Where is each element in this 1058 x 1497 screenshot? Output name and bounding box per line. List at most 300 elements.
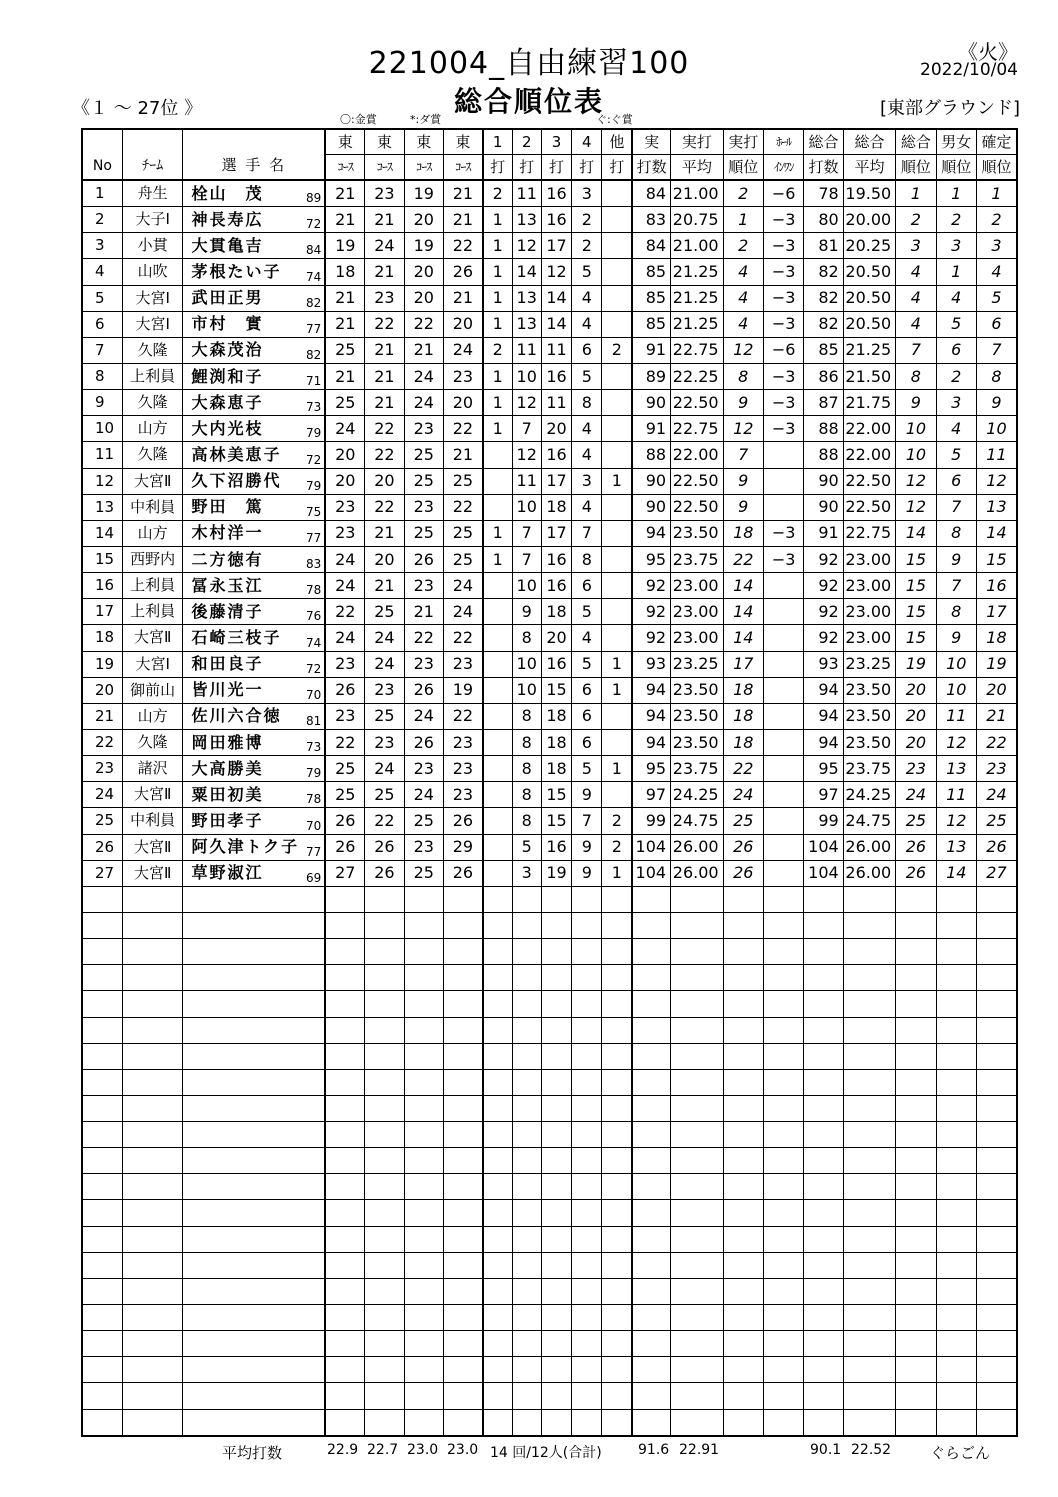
col-total-avg-top: 総合 (843, 129, 896, 155)
row-stroke-1: 2 (483, 180, 512, 207)
empty-cell (671, 1252, 724, 1278)
empty-cell (443, 1226, 482, 1252)
row-total-avg: 23.00 (843, 625, 896, 651)
row-no: 6 (82, 311, 122, 337)
row-no: 20 (82, 677, 122, 703)
row-stroke-3: 16 (541, 363, 571, 389)
empty-cell (483, 1069, 512, 1095)
row-no: 2 (82, 207, 122, 233)
empty-cell (443, 1409, 482, 1436)
row-stroke-4: 5 (572, 651, 602, 677)
row-gender-rank: 1 (936, 259, 976, 285)
table-row (82, 756, 1017, 782)
empty-cell (723, 1278, 763, 1304)
empty-cell (541, 1409, 571, 1436)
empty-cell (723, 1095, 763, 1121)
empty-cell (763, 1409, 803, 1436)
empty-cell (443, 1383, 482, 1409)
player-age: 70 (306, 687, 322, 702)
table-row (82, 442, 1017, 468)
empty-cell (896, 1174, 936, 1200)
row-stroke-1 (483, 573, 512, 599)
empty-cell (365, 1305, 404, 1331)
row-course-1: 19 (325, 233, 364, 259)
empty-row (82, 939, 1017, 965)
empty-cell (843, 1200, 896, 1226)
empty-cell (804, 939, 843, 965)
row-stroke-3: 12 (541, 259, 571, 285)
empty-cell (404, 939, 443, 965)
empty-cell (572, 1226, 602, 1252)
row-course-1: 23 (325, 651, 364, 677)
footer-avg-course3: 23.0 (407, 1442, 439, 1458)
row-total-rank: 24 (896, 782, 936, 808)
row-player (183, 520, 325, 546)
empty-cell (723, 1148, 763, 1174)
row-stroke-3: 18 (541, 729, 571, 755)
row-stroke-1 (483, 756, 512, 782)
player-name: 粟田初美 (191, 784, 264, 804)
empty-cell (82, 912, 122, 938)
col-gender-rank-bottom: 順位 (936, 155, 976, 181)
row-player (183, 729, 325, 755)
footer-avg-course4: 23.0 (447, 1442, 479, 1458)
empty-cell (602, 991, 632, 1017)
row-total-avg: 21.75 (843, 390, 896, 416)
empty-cell (183, 1017, 325, 1043)
player-age: 78 (306, 583, 322, 598)
empty-row (82, 1200, 1017, 1226)
row-stroke-2: 10 (512, 677, 541, 703)
row-no: 15 (82, 546, 122, 572)
row-player (183, 416, 325, 442)
row-real-avg: 23.75 (671, 546, 724, 572)
row-course-2: 21 (365, 520, 404, 546)
row-final-rank: 15 (976, 546, 1017, 572)
empty-cell (122, 886, 183, 912)
empty-cell (325, 1226, 364, 1252)
row-total-rank: 25 (896, 808, 936, 834)
row-total-rank: 12 (896, 494, 936, 520)
row-player (183, 494, 325, 520)
row-stroke-3: 17 (541, 233, 571, 259)
row-stroke-2: 11 (512, 337, 541, 363)
empty-cell (404, 1357, 443, 1383)
table-row (82, 416, 1017, 442)
row-course-1: 21 (325, 311, 364, 337)
row-real-rank: 9 (723, 390, 763, 416)
row-total-avg: 23.50 (843, 703, 896, 729)
empty-row (82, 1252, 1017, 1278)
row-stroke-1 (483, 494, 512, 520)
row-total: 95 (804, 756, 843, 782)
player-age: 81 (306, 713, 322, 728)
row-total: 82 (804, 311, 843, 337)
empty-cell (183, 1148, 325, 1174)
empty-cell (572, 912, 602, 938)
empty-cell (483, 1122, 512, 1148)
col-course3-bottom: ｺｰｽ (404, 155, 443, 181)
row-no: 11 (82, 442, 122, 468)
empty-cell (572, 1095, 602, 1121)
row-gender-rank: 12 (936, 729, 976, 755)
row-stroke-2: 11 (512, 468, 541, 494)
empty-row (82, 1409, 1017, 1436)
empty-row (82, 912, 1017, 938)
empty-cell (122, 1409, 183, 1436)
row-total: 99 (804, 808, 843, 834)
empty-cell (602, 1305, 632, 1331)
row-stroke-3: 14 (541, 285, 571, 311)
player-age: 74 (306, 269, 322, 284)
row-course-1: 24 (325, 573, 364, 599)
row-course-3: 23 (404, 834, 443, 860)
row-real-rank: 22 (723, 546, 763, 572)
row-total-rank: 14 (896, 520, 936, 546)
row-course-1: 20 (325, 442, 364, 468)
row-final-rank: 16 (976, 573, 1017, 599)
empty-cell (512, 1069, 541, 1095)
col-total-avg-bottom: 平均 (843, 155, 896, 181)
player-name: 神長寿広 (191, 209, 264, 229)
row-total-avg: 26.00 (843, 834, 896, 860)
empty-cell (512, 1409, 541, 1436)
empty-cell (632, 1043, 670, 1069)
row-hole-in-one: −3 (763, 390, 803, 416)
row-hole-in-one (763, 677, 803, 703)
row-stroke-3: 18 (541, 494, 571, 520)
empty-cell (365, 1017, 404, 1043)
row-hole-in-one (763, 442, 803, 468)
row-course-3: 22 (404, 311, 443, 337)
row-stroke-4: 5 (572, 363, 602, 389)
footer-avg-total-avg: 22.52 (851, 1442, 892, 1458)
row-course-2: 21 (365, 573, 404, 599)
empty-cell (763, 1200, 803, 1226)
row-real-rank: 22 (723, 756, 763, 782)
row-stroke-1: 1 (483, 546, 512, 572)
row-player (183, 651, 325, 677)
empty-cell (404, 1278, 443, 1304)
empty-cell (183, 1252, 325, 1278)
row-no: 24 (82, 782, 122, 808)
row-team: 久隆 (122, 442, 183, 468)
row-course-2: 22 (365, 311, 404, 337)
row-real-avg: 24.75 (671, 808, 724, 834)
empty-cell (671, 1305, 724, 1331)
empty-cell (404, 991, 443, 1017)
row-real: 91 (632, 416, 670, 442)
empty-cell (443, 1122, 482, 1148)
empty-cell (843, 1122, 896, 1148)
empty-cell (365, 1122, 404, 1148)
empty-cell (365, 991, 404, 1017)
empty-cell (183, 1357, 325, 1383)
row-real-rank: 14 (723, 573, 763, 599)
empty-cell (602, 1331, 632, 1357)
empty-cell (843, 912, 896, 938)
empty-cell (936, 912, 976, 938)
row-player (183, 703, 325, 729)
row-course-1: 22 (325, 729, 364, 755)
empty-cell (443, 886, 482, 912)
row-no: 23 (82, 756, 122, 782)
footer-avg-real: 91.6 (638, 1442, 670, 1458)
row-real-avg: 21.25 (671, 285, 724, 311)
row-final-rank: 22 (976, 729, 1017, 755)
row-stroke-2: 8 (512, 703, 541, 729)
empty-cell (804, 1122, 843, 1148)
row-total-rank: 8 (896, 363, 936, 389)
empty-cell (723, 886, 763, 912)
col-stroke1-top: 1 (483, 129, 512, 155)
row-total-rank: 20 (896, 703, 936, 729)
row-course-4: 26 (443, 808, 482, 834)
empty-cell (443, 1305, 482, 1331)
empty-cell (325, 912, 364, 938)
row-stroke-4: 9 (572, 834, 602, 860)
empty-cell (122, 1095, 183, 1121)
empty-cell (572, 1148, 602, 1174)
empty-cell (602, 912, 632, 938)
table-row (82, 337, 1017, 363)
row-total: 91 (804, 520, 843, 546)
empty-cell (365, 1148, 404, 1174)
empty-cell (671, 1357, 724, 1383)
table-row (82, 285, 1017, 311)
row-team: 大宮Ⅱ (122, 782, 183, 808)
empty-cell (936, 939, 976, 965)
empty-cell (82, 1252, 122, 1278)
empty-cell (82, 1069, 122, 1095)
row-stroke-1: 1 (483, 363, 512, 389)
col-stroke-other-top: 他 (602, 129, 632, 155)
empty-cell (541, 1069, 571, 1095)
row-stroke-other (602, 520, 632, 546)
empty-cell (122, 1331, 183, 1357)
row-team: 大宮Ⅱ (122, 625, 183, 651)
row-total-avg: 20.50 (843, 285, 896, 311)
row-total: 94 (804, 729, 843, 755)
empty-cell (723, 1017, 763, 1043)
row-no: 14 (82, 520, 122, 546)
row-gender-rank: 8 (936, 520, 976, 546)
empty-cell (976, 965, 1017, 991)
row-real-avg: 22.75 (671, 416, 724, 442)
empty-cell (512, 1148, 541, 1174)
row-stroke-4: 2 (572, 207, 602, 233)
player-name: 市村 實 (191, 314, 264, 334)
row-stroke-3: 15 (541, 677, 571, 703)
row-gender-rank: 7 (936, 494, 976, 520)
row-no: 17 (82, 599, 122, 625)
empty-cell (723, 1200, 763, 1226)
empty-cell (723, 1174, 763, 1200)
row-total-avg: 20.50 (843, 259, 896, 285)
empty-cell (122, 912, 183, 938)
row-player (183, 756, 325, 782)
row-course-3: 25 (404, 468, 443, 494)
empty-cell (804, 1174, 843, 1200)
row-player (183, 259, 325, 285)
empty-cell (82, 1122, 122, 1148)
empty-cell (843, 1148, 896, 1174)
row-total: 94 (804, 703, 843, 729)
row-total: 92 (804, 625, 843, 651)
row-total-avg: 23.50 (843, 729, 896, 755)
empty-cell (541, 1095, 571, 1121)
row-final-rank: 10 (976, 416, 1017, 442)
row-real-avg: 24.25 (671, 782, 724, 808)
empty-cell (404, 1095, 443, 1121)
row-gender-rank: 10 (936, 651, 976, 677)
row-final-rank: 26 (976, 834, 1017, 860)
player-age: 69 (306, 870, 322, 885)
table-row (82, 808, 1017, 834)
empty-row (82, 1357, 1017, 1383)
row-stroke-other: 1 (602, 468, 632, 494)
empty-cell (763, 1148, 803, 1174)
empty-cell (82, 1331, 122, 1357)
empty-cell (541, 1043, 571, 1069)
row-hole-in-one (763, 729, 803, 755)
empty-cell (602, 1148, 632, 1174)
empty-cell (404, 1226, 443, 1252)
row-player (183, 337, 325, 363)
table-row (82, 729, 1017, 755)
empty-cell (804, 886, 843, 912)
empty-cell (572, 1252, 602, 1278)
empty-cell (541, 939, 571, 965)
empty-cell (512, 1252, 541, 1278)
player-name: 二方徳有 (191, 549, 264, 569)
empty-cell (602, 1278, 632, 1304)
row-team: 大宮Ⅱ (122, 468, 183, 494)
row-real-rank: 8 (723, 363, 763, 389)
row-course-4: 23 (443, 729, 482, 755)
row-stroke-2: 8 (512, 808, 541, 834)
empty-cell (843, 886, 896, 912)
empty-cell (763, 886, 803, 912)
empty-cell (804, 912, 843, 938)
row-real-rank: 18 (723, 729, 763, 755)
empty-cell (443, 1017, 482, 1043)
row-stroke-2: 10 (512, 573, 541, 599)
empty-cell (82, 1148, 122, 1174)
row-hole-in-one: −3 (763, 546, 803, 572)
row-course-2: 22 (365, 808, 404, 834)
row-course-2: 21 (365, 337, 404, 363)
empty-cell (325, 1252, 364, 1278)
row-real-rank: 18 (723, 703, 763, 729)
row-real: 85 (632, 311, 670, 337)
empty-cell (183, 1174, 325, 1200)
row-gender-rank: 7 (936, 573, 976, 599)
empty-cell (896, 912, 936, 938)
row-real-rank: 4 (723, 259, 763, 285)
row-real-rank: 14 (723, 599, 763, 625)
row-stroke-other: 1 (602, 651, 632, 677)
row-stroke-1 (483, 651, 512, 677)
row-stroke-3: 16 (541, 442, 571, 468)
empty-cell (512, 1200, 541, 1226)
empty-cell (723, 1043, 763, 1069)
empty-cell (365, 1383, 404, 1409)
col-player: 選 手 名 (183, 129, 325, 180)
empty-cell (541, 1383, 571, 1409)
empty-cell (896, 1252, 936, 1278)
row-course-1: 23 (325, 703, 364, 729)
table-row (82, 520, 1017, 546)
empty-cell (483, 1226, 512, 1252)
empty-cell (541, 912, 571, 938)
row-course-2: 22 (365, 416, 404, 442)
row-stroke-2: 8 (512, 756, 541, 782)
row-team: 舟生 (122, 180, 183, 207)
row-stroke-4: 6 (572, 677, 602, 703)
row-player (183, 363, 325, 389)
empty-cell (365, 1252, 404, 1278)
col-total-top: 総合 (804, 129, 843, 155)
empty-cell (936, 1043, 976, 1069)
col-course1-bottom: ｺｰｽ (325, 155, 364, 181)
row-real-avg: 23.00 (671, 573, 724, 599)
empty-cell (122, 939, 183, 965)
row-total-rank: 9 (896, 390, 936, 416)
empty-cell (602, 1383, 632, 1409)
empty-cell (572, 1331, 602, 1357)
row-real-avg: 23.00 (671, 599, 724, 625)
row-total: 104 (804, 860, 843, 886)
empty-cell (936, 1148, 976, 1174)
row-stroke-3: 20 (541, 625, 571, 651)
row-gender-rank: 6 (936, 468, 976, 494)
empty-cell (896, 991, 936, 1017)
page-subtitle: 総合順位表 (453, 85, 604, 118)
col-hole-in-one-bottom: ｲﾝﾜﾝ (763, 155, 803, 181)
row-gender-rank: 4 (936, 416, 976, 442)
empty-cell (483, 1017, 512, 1043)
empty-cell (512, 1305, 541, 1331)
row-real: 90 (632, 390, 670, 416)
empty-cell (976, 1226, 1017, 1252)
empty-cell (183, 1200, 325, 1226)
row-stroke-3: 11 (541, 390, 571, 416)
row-course-3: 21 (404, 599, 443, 625)
row-course-3: 21 (404, 337, 443, 363)
row-final-rank: 14 (976, 520, 1017, 546)
table-row (82, 311, 1017, 337)
empty-cell (443, 1200, 482, 1226)
empty-cell (541, 1278, 571, 1304)
row-real-avg: 22.50 (671, 494, 724, 520)
row-stroke-other (602, 599, 632, 625)
row-total-avg: 23.25 (843, 651, 896, 677)
row-course-2: 25 (365, 599, 404, 625)
row-course-2: 25 (365, 703, 404, 729)
row-stroke-2: 12 (512, 233, 541, 259)
empty-cell (723, 1122, 763, 1148)
empty-cell (602, 1200, 632, 1226)
empty-cell (183, 991, 325, 1017)
empty-cell (82, 1305, 122, 1331)
row-real-avg: 23.50 (671, 677, 724, 703)
row-team: 大宮Ⅰ (122, 285, 183, 311)
row-stroke-2: 7 (512, 546, 541, 572)
empty-cell (976, 1252, 1017, 1278)
empty-cell (804, 1043, 843, 1069)
row-stroke-1 (483, 860, 512, 886)
